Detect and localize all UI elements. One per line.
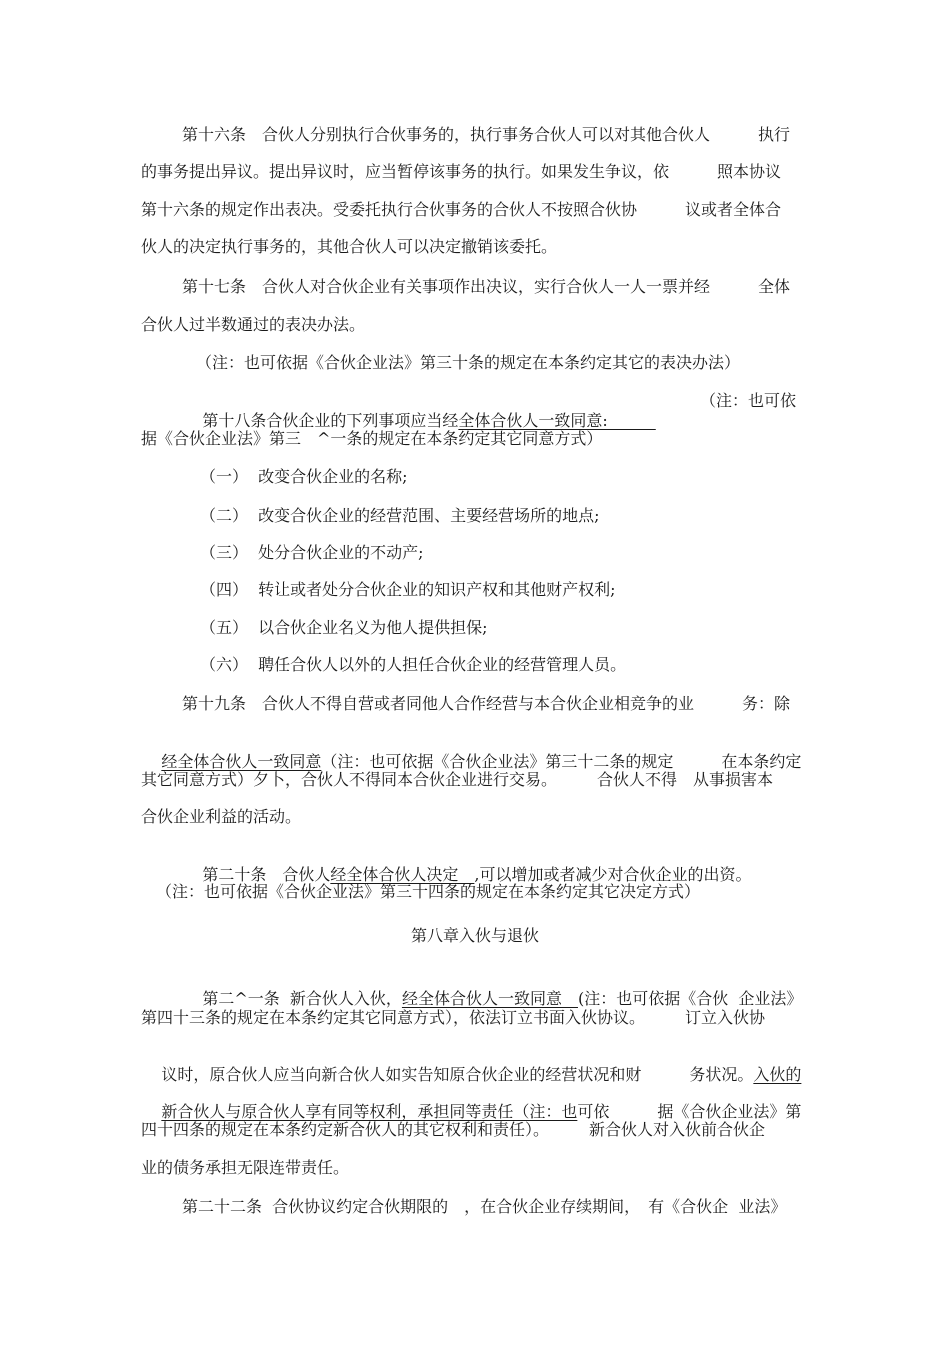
article-19-line-1: 第十九条 合伙人不得自营或者同他人合作经营与本合伙企业相竞争的业 务：除 bbox=[182, 694, 791, 713]
article-16-line-2: 的事务提出异议。提出异议时，应当暂停该事务的执行。如果发生争议，依 照本协议 bbox=[141, 162, 782, 181]
article-19-note: （注：也可依据《合伙企业法》第三十二条的规定 在本条约定 bbox=[321, 752, 802, 771]
article-18-underlined: 全体合伙人一致同意: bbox=[458, 411, 656, 430]
article-21-line-4-text: 可依 据《合伙企业法》第 bbox=[577, 1102, 802, 1121]
article-18-item-1: （一） 改变合伙企业的名称; bbox=[200, 467, 408, 486]
article-19-line-3: 其它同意方式）夕卜，合伙人不得同本合伙企业进行交易。 合伙人不得 从事损害本 bbox=[141, 770, 774, 789]
article-18-item-2: （二） 改变合伙企业的经营范围、主要经营场所的地点; bbox=[200, 506, 600, 525]
article-17-line-2: 合伙人过半数通过的表决办法。 bbox=[141, 315, 366, 334]
article-21-line-3-text: 议时，原合伙人应当向新合伙人如实告知原合伙企业的经营状况和财 务状况。 bbox=[161, 1065, 754, 1084]
chapter-8-heading: 第八章入伙与退伙 bbox=[410, 926, 539, 945]
article-16-line-1: 第十六条 合伙人分别执行合伙事务的，执行事务合伙人可以对其他合伙人 执行 bbox=[182, 125, 791, 144]
article-18-item-6: （六） 聘任合伙人以外的人担任合伙企业的经营管理人员。 bbox=[200, 655, 627, 674]
article-21-line-4-underlined: 新合伙人与原合伙人享有同等权利，承担同等责任（注：也 bbox=[161, 1102, 578, 1121]
article-21-text: 第二^一条 新合伙人入伙， bbox=[202, 989, 402, 1008]
article-18-item-5: （五） 以合伙企业名义为他人提供担保; bbox=[200, 618, 488, 637]
article-20-underlined: 经全体合伙人决定 bbox=[330, 865, 475, 884]
article-21-line-2: 第四十三条的规定在本条约定其它同意方式），依法订立书面入伙协议。 订立入伙协 bbox=[141, 1008, 766, 1027]
article-21-line-6: 业的债务承担无限连带责任。 bbox=[141, 1158, 350, 1177]
article-18-item-4: （四） 转让或者处分合伙企业的知识产权和其他财产权利; bbox=[200, 580, 616, 599]
article-19-underlined: 经全体合伙人一致同意 bbox=[161, 752, 322, 771]
article-16-line-4: 伙人的决定执行事务的，其他合伙人可以决定撤销该委托。 bbox=[141, 237, 558, 256]
article-19-line-4: 合伙企业利益的活动。 bbox=[141, 807, 302, 826]
article-22-line-1: 第二十二条 合伙协议约定合伙期限的 ，在合伙企业存续期间， 有《合伙企 业法》 bbox=[182, 1197, 787, 1216]
article-18-line-2: 据《合伙企业法》第三 ^一条的规定在本条约定其它同意方式） bbox=[141, 429, 603, 448]
article-18-text: 第十八条合伙企业的下列事项应当经 bbox=[202, 411, 459, 430]
article-18-item-3: （三） 处分合伙企业的不动产; bbox=[200, 543, 424, 562]
article-20-text-end: ,可以增加或者减少对合伙企业的出资。 bbox=[474, 865, 752, 884]
article-21-note: (注：也可依据《合伙 企业法》 bbox=[577, 989, 803, 1008]
article-18-note-start: （注：也可依 bbox=[700, 391, 797, 410]
article-16-line-3: 第十六条的规定作出表决。受委托执行合伙事务的合伙人不按照合伙协 议或者全体合 bbox=[141, 200, 782, 219]
article-21-line-3-underlined: 入伙的 bbox=[753, 1065, 802, 1084]
article-21-underlined: 经全体合伙人一致同意 bbox=[401, 989, 578, 1008]
article-20-text: 第二十条 合伙人 bbox=[202, 865, 331, 884]
article-17-line-1: 第十七条 合伙人对合伙企业有关事项作出决议，实行合伙人一人一票并经 全体 bbox=[182, 277, 791, 296]
article-20-note: （注：也可依据《合伙企业法》第三十四条的规定在本条约定其它决定方式） bbox=[156, 882, 701, 901]
article-21-line-5: 四十四条的规定在本条约定新合伙人的其它权利和责任）。 新合伙人对入伙前合伙企 bbox=[141, 1120, 766, 1139]
article-17-note: （注：也可依据《合伙企业法》第三十条的规定在本条约定其它的表决办法） bbox=[196, 353, 741, 372]
